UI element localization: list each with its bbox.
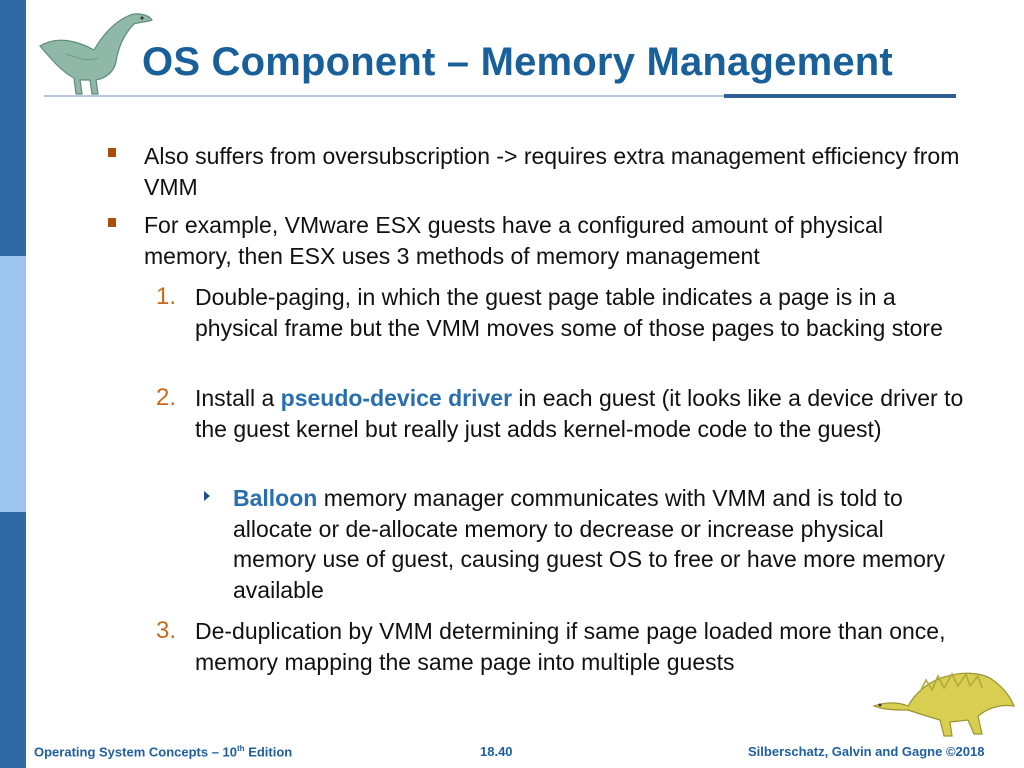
footer-authors: Silberschatz, Galvin and Gagne ©2018 — [748, 744, 985, 759]
footer-edition-text: Edition — [244, 744, 293, 760]
footer-book-title-text: Operating System Concepts – 10 — [34, 744, 238, 760]
bullet-text-2: For example, VMware ESX guests have a configured amount of physical memory, then ESX uses 3 methods of memory management — [144, 212, 883, 269]
numbered-text-3: De-duplication by VMM determining if same page loaded more than once, memory mapping the same page into multiple guests — [195, 618, 946, 675]
sub-bullet-text — [233, 483, 973, 605]
bullet-triangle-icon — [204, 491, 210, 501]
sub-bullet-text-post: memory manager communicates with VMM and is told to allocate or de-allocate memory to decrease or increase physical memory use of guest, causing guest OS to free or have more memory available — [233, 485, 946, 603]
bullet-square-icon — [108, 218, 116, 227]
dinosaur-logo-icon — [870, 662, 1018, 742]
highlight-pseudo-device-driver: pseudo-device driver — [280, 385, 513, 411]
numbered-text-1: Double-paging, in which the guest page table indicates a page is in a physical frame but the VMM moves some of those pages to backing store — [195, 284, 943, 341]
footer-edition-sup: th — [237, 744, 245, 753]
footer-book-title — [34, 744, 292, 759]
page-number: 18.40 — [480, 744, 513, 759]
highlight-balloon: Balloon — [233, 485, 318, 511]
numbered-text-2-pre: Install a — [195, 385, 281, 411]
list-number-1: 1. — [156, 283, 177, 310]
numbered-text-2-post: in each guest (it looks like a device driver to the guest kernel but really just adds kernel-mode code to the guest) — [195, 385, 964, 442]
bullet-square-icon — [108, 148, 116, 157]
bullet-text-1: Also suffers from oversubscription -> requires extra management efficiency from VMM — [144, 143, 960, 200]
slide-title: OS Component – Memory Management — [142, 40, 893, 84]
list-number-2: 2. — [156, 384, 177, 411]
numbered-text-2 — [195, 383, 985, 444]
list-number-3: 3. — [156, 617, 177, 644]
